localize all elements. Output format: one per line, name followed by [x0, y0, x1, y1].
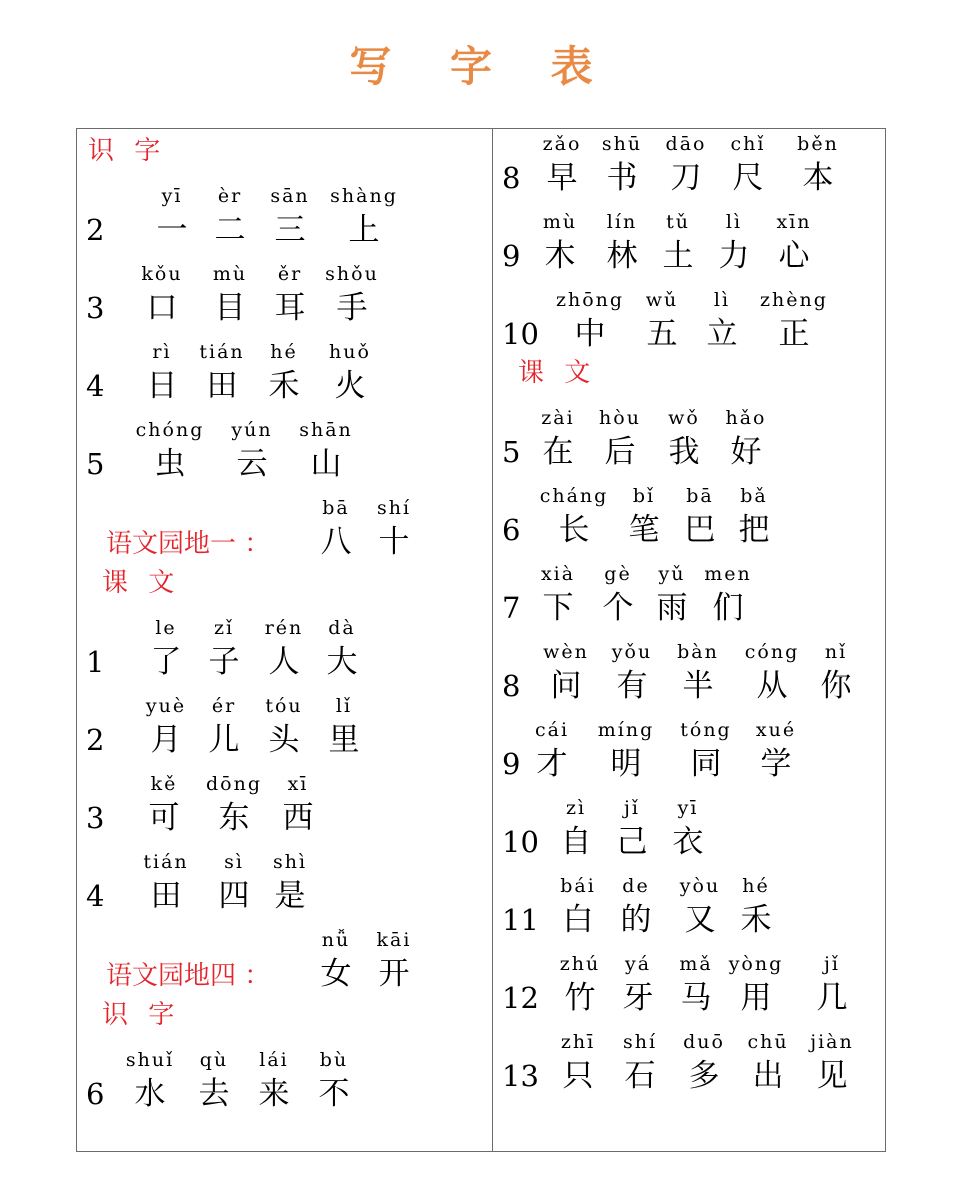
pinyin-label: wèn	[543, 641, 589, 663]
pinyin-label: lì	[725, 211, 743, 233]
pinyin-label: zhèng	[760, 289, 828, 311]
hanzi-character: 雨	[656, 590, 688, 626]
column-divider	[492, 128, 493, 1152]
hanzi-character: 手	[336, 290, 368, 326]
lesson-row	[84, 251, 484, 329]
hanzi-character: 你	[820, 668, 852, 704]
pinyin-label: rén	[264, 617, 304, 639]
pinyin-label: yǔ	[658, 563, 686, 585]
hanzi-character: 多	[688, 1058, 720, 1094]
hanzi-character: 土	[662, 238, 694, 274]
lesson-number: 13	[502, 1059, 539, 1093]
pinyin-label: ěr	[277, 263, 303, 285]
pinyin-label: jiàn	[810, 1031, 854, 1053]
pinyin-label: kāi	[376, 929, 412, 951]
pinyin-label: bā	[322, 497, 350, 519]
pinyin-label: hé	[742, 875, 770, 897]
lesson-row	[500, 707, 884, 785]
hanzi-character: 好	[730, 434, 762, 470]
hanzi-character: 了	[150, 644, 182, 680]
lesson-row	[84, 329, 484, 407]
garden-row	[84, 485, 484, 565]
hanzi-character: 见	[816, 1058, 848, 1094]
hanzi-character: 西	[282, 800, 314, 836]
pinyin-label: zhōng	[555, 289, 625, 311]
hanzi-character: 日	[146, 368, 178, 404]
garden-label: 语文园地一 ：	[106, 529, 271, 559]
pinyin-label: shì	[272, 851, 308, 873]
pinyin-label: lì	[713, 289, 731, 311]
hanzi-character: 目	[214, 290, 246, 326]
hanzi-character: 刀	[670, 160, 702, 196]
hanzi-character: 明	[610, 746, 642, 782]
hanzi-character: 开	[378, 956, 410, 992]
hanzi-character: 问	[550, 668, 582, 704]
lesson-number: 11	[502, 903, 539, 937]
hanzi-character: 几	[816, 980, 848, 1016]
pinyin-label: mù	[542, 211, 578, 233]
lesson-row	[500, 277, 884, 355]
pinyin-label: xī	[287, 773, 309, 795]
pinyin-label: shí	[376, 497, 412, 519]
pinyin-label: shàng	[330, 185, 398, 207]
hanzi-character: 早	[546, 160, 578, 196]
hanzi-character: 东	[218, 800, 250, 836]
pinyin-label: chǐ	[730, 133, 766, 155]
pinyin-label: mù	[212, 263, 248, 285]
pinyin-label: shuǐ	[125, 1049, 175, 1071]
pinyin-label: yún	[231, 419, 273, 441]
lesson-number: 6	[86, 1077, 105, 1111]
hanzi-character: 正	[778, 316, 810, 352]
lesson-number: 8	[502, 669, 521, 703]
lesson-number: 2	[86, 723, 105, 757]
lesson-number: 6	[502, 513, 521, 547]
hanzi-character: 虫	[154, 446, 186, 482]
pinyin-label: èr	[217, 185, 243, 207]
hanzi-character: 一	[156, 212, 188, 248]
pinyin-label: ér	[211, 695, 237, 717]
pinyin-label: rì	[152, 341, 172, 363]
pinyin-label: de	[622, 875, 650, 897]
pinyin-label: lái	[259, 1049, 289, 1071]
hanzi-character: 五	[646, 316, 678, 352]
page-title: 写 字 表	[349, 42, 615, 91]
lesson-number: 3	[86, 801, 105, 835]
hanzi-character: 立	[706, 316, 738, 352]
pinyin-label: wǔ	[645, 289, 679, 311]
hanzi-character: 学	[760, 746, 792, 782]
hanzi-character: 四	[218, 878, 250, 914]
lesson-number: 9	[502, 747, 521, 781]
pinyin-label: bǎ	[740, 485, 768, 507]
section-heading-kewen: 课 文	[102, 568, 181, 598]
pinyin-label: yòu	[679, 875, 721, 897]
hanzi-character: 是	[274, 878, 306, 914]
hanzi-character: 田	[206, 368, 238, 404]
pinyin-label: shū	[601, 133, 643, 155]
section-heading-shizi: 识 字	[88, 136, 167, 166]
lesson-number: 5	[86, 447, 105, 481]
hanzi-character: 们	[712, 590, 744, 626]
pinyin-label: yǒu	[611, 641, 653, 663]
pinyin-label: tián	[199, 341, 245, 363]
hanzi-character: 出	[752, 1058, 784, 1094]
hanzi-character: 三	[274, 212, 306, 248]
pinyin-label: tián	[143, 851, 189, 873]
pinyin-label: tǔ	[666, 211, 690, 233]
hanzi-character: 林	[606, 238, 638, 274]
pinyin-label: cháng	[539, 485, 609, 507]
pinyin-label: chóng	[135, 419, 205, 441]
lesson-row	[500, 1019, 884, 1097]
pinyin-label: tóng	[680, 719, 732, 741]
lesson-row	[500, 551, 884, 629]
hanzi-character: 又	[684, 902, 716, 938]
lesson-number: 3	[86, 291, 105, 325]
hanzi-character: 可	[148, 800, 180, 836]
pinyin-label: nǐ	[824, 641, 848, 663]
lesson-row	[84, 1037, 484, 1115]
pinyin-label: le	[155, 617, 177, 639]
pinyin-label: yī	[677, 797, 699, 819]
lesson-number: 7	[502, 591, 521, 625]
pinyin-label: yī	[161, 185, 183, 207]
hanzi-character: 头	[268, 722, 300, 758]
pinyin-label: cái	[534, 719, 570, 741]
pinyin-label: nǚ	[321, 929, 351, 951]
hanzi-character: 上	[348, 212, 380, 248]
hanzi-character: 马	[680, 980, 712, 1016]
hanzi-character: 人	[268, 644, 300, 680]
pinyin-label: bàn	[677, 641, 719, 663]
hanzi-character: 木	[544, 238, 576, 274]
hanzi-character: 大	[326, 644, 358, 680]
pinyin-label: zǎo	[542, 133, 582, 155]
hanzi-character: 耳	[274, 290, 306, 326]
pinyin-label: tóu	[265, 695, 303, 717]
hanzi-character: 把	[738, 512, 770, 548]
hanzi-character: 在	[542, 434, 574, 470]
garden-row	[84, 917, 484, 997]
lesson-number: 10	[502, 825, 539, 859]
lesson-row	[500, 199, 884, 277]
left-column	[84, 129, 484, 1115]
hanzi-character: 己	[616, 824, 648, 860]
hanzi-character: 山	[310, 446, 342, 482]
lesson-number: 4	[86, 369, 105, 403]
hanzi-character: 同	[690, 746, 722, 782]
hanzi-character: 禾	[268, 368, 300, 404]
lesson-number: 9	[502, 239, 521, 273]
hanzi-character: 笔	[628, 512, 660, 548]
lesson-row	[84, 605, 484, 683]
pinyin-label: shí	[622, 1031, 658, 1053]
pinyin-label: sān	[270, 185, 310, 207]
pinyin-label: zài	[541, 407, 575, 429]
hanzi-character: 里	[328, 722, 360, 758]
hanzi-character: 我	[668, 434, 700, 470]
pinyin-label: xīn	[776, 211, 812, 233]
pinyin-label: yá	[624, 953, 652, 975]
pinyin-label: zì	[565, 797, 587, 819]
pinyin-label: zhú	[559, 953, 601, 975]
hanzi-character: 心	[778, 238, 810, 274]
pinyin-label: mǎ	[679, 953, 713, 975]
pinyin-label: zhī	[560, 1031, 596, 1053]
pinyin-label: wǒ	[668, 407, 700, 429]
pinyin-label: bā	[686, 485, 714, 507]
hanzi-character: 石	[624, 1058, 656, 1094]
hanzi-character: 竹	[564, 980, 596, 1016]
hanzi-character: 巴	[684, 512, 716, 548]
hanzi-character: 后	[604, 434, 636, 470]
lesson-row	[500, 863, 884, 941]
pinyin-label: shān	[299, 419, 353, 441]
pinyin-label: bǐ	[632, 485, 656, 507]
lesson-row	[84, 683, 484, 761]
pinyin-label: dōng	[205, 773, 262, 795]
hanzi-character: 书	[606, 160, 638, 196]
hanzi-character: 从	[756, 668, 788, 704]
lesson-number: 2	[86, 213, 105, 247]
pinyin-label: chū	[747, 1031, 789, 1053]
pinyin-label: xià	[540, 563, 576, 585]
hanzi-character: 去	[198, 1076, 230, 1112]
section-heading-kewen: 课 文	[518, 358, 597, 388]
hanzi-character: 长	[558, 512, 590, 548]
right-column	[500, 129, 884, 1097]
section-heading-shizi: 识 字	[102, 1000, 181, 1030]
pinyin-label: bái	[560, 875, 596, 897]
pinyin-label: yuè	[145, 695, 187, 717]
hanzi-character: 白	[562, 902, 594, 938]
pinyin-label: bù	[319, 1049, 349, 1071]
hanzi-character: 口	[146, 290, 178, 326]
lesson-row	[84, 761, 484, 839]
hanzi-character: 尺	[732, 160, 764, 196]
lesson-row	[500, 785, 884, 863]
hanzi-character: 的	[620, 902, 652, 938]
lesson-row	[500, 941, 884, 1019]
lesson-number: 12	[502, 981, 539, 1015]
hanzi-character: 本	[802, 160, 834, 196]
lesson-number: 5	[502, 435, 521, 469]
lesson-row	[500, 121, 884, 199]
hanzi-character: 二	[214, 212, 246, 248]
lesson-number: 1	[86, 645, 105, 679]
pinyin-label: xué	[755, 719, 797, 741]
hanzi-character: 中	[574, 316, 606, 352]
pinyin-label: lǐ	[335, 695, 353, 717]
hanzi-character: 八	[320, 524, 352, 560]
pinyin-label: cóng	[744, 641, 800, 663]
hanzi-character: 月	[150, 722, 182, 758]
pinyin-label: duō	[683, 1031, 725, 1053]
hanzi-character: 牙	[622, 980, 654, 1016]
lesson-row	[500, 395, 884, 473]
hanzi-character: 十	[378, 524, 410, 560]
hanzi-character: 自	[560, 824, 592, 860]
hanzi-character: 才	[536, 746, 568, 782]
hanzi-character: 水	[134, 1076, 166, 1112]
lesson-number: 8	[502, 161, 521, 195]
hanzi-character: 只	[562, 1058, 594, 1094]
pinyin-label: huǒ	[329, 341, 371, 363]
pinyin-label: jǐ	[624, 797, 640, 819]
pinyin-label: hé	[270, 341, 298, 363]
pinyin-label: qù	[199, 1049, 229, 1071]
hanzi-character: 禾	[740, 902, 772, 938]
pinyin-label: gè	[604, 563, 632, 585]
pinyin-label: hǎo	[725, 407, 767, 429]
pinyin-label: shǒu	[325, 263, 379, 285]
lesson-number: 4	[86, 879, 105, 913]
hanzi-character: 田	[150, 878, 182, 914]
lesson-row	[500, 473, 884, 551]
pinyin-label: lín	[606, 211, 638, 233]
hanzi-character: 儿	[208, 722, 240, 758]
lesson-row	[84, 407, 484, 485]
hanzi-character: 火	[334, 368, 366, 404]
hanzi-character: 女	[320, 956, 352, 992]
pinyin-label: sì	[224, 851, 244, 873]
lesson-row	[84, 173, 484, 251]
pinyin-label: jǐ	[824, 953, 840, 975]
pinyin-label: dāo	[665, 133, 707, 155]
pinyin-label: dà	[328, 617, 356, 639]
lesson-row	[500, 629, 884, 707]
hanzi-character: 个	[602, 590, 634, 626]
garden-label: 语文园地四 ：	[106, 961, 271, 991]
hanzi-character: 不	[318, 1076, 350, 1112]
pinyin-label: kě	[150, 773, 178, 795]
hanzi-character: 子	[208, 644, 240, 680]
hanzi-character: 力	[718, 238, 750, 274]
hanzi-character: 云	[236, 446, 268, 482]
pinyin-label: men	[704, 563, 752, 585]
pinyin-label: kǒu	[141, 263, 183, 285]
lesson-number: 10	[502, 317, 539, 351]
pinyin-label: yòng	[728, 953, 784, 975]
hanzi-character: 衣	[672, 824, 704, 860]
pinyin-label: běn	[797, 133, 839, 155]
pinyin-label: zǐ	[213, 617, 235, 639]
pinyin-label: hòu	[599, 407, 641, 429]
pinyin-label: míng	[597, 719, 655, 741]
hanzi-character: 下	[542, 590, 574, 626]
hanzi-character: 有	[616, 668, 648, 704]
hanzi-character: 来	[258, 1076, 290, 1112]
lesson-row	[84, 839, 484, 917]
hanzi-character: 用	[740, 980, 772, 1016]
hanzi-character: 半	[682, 668, 714, 704]
